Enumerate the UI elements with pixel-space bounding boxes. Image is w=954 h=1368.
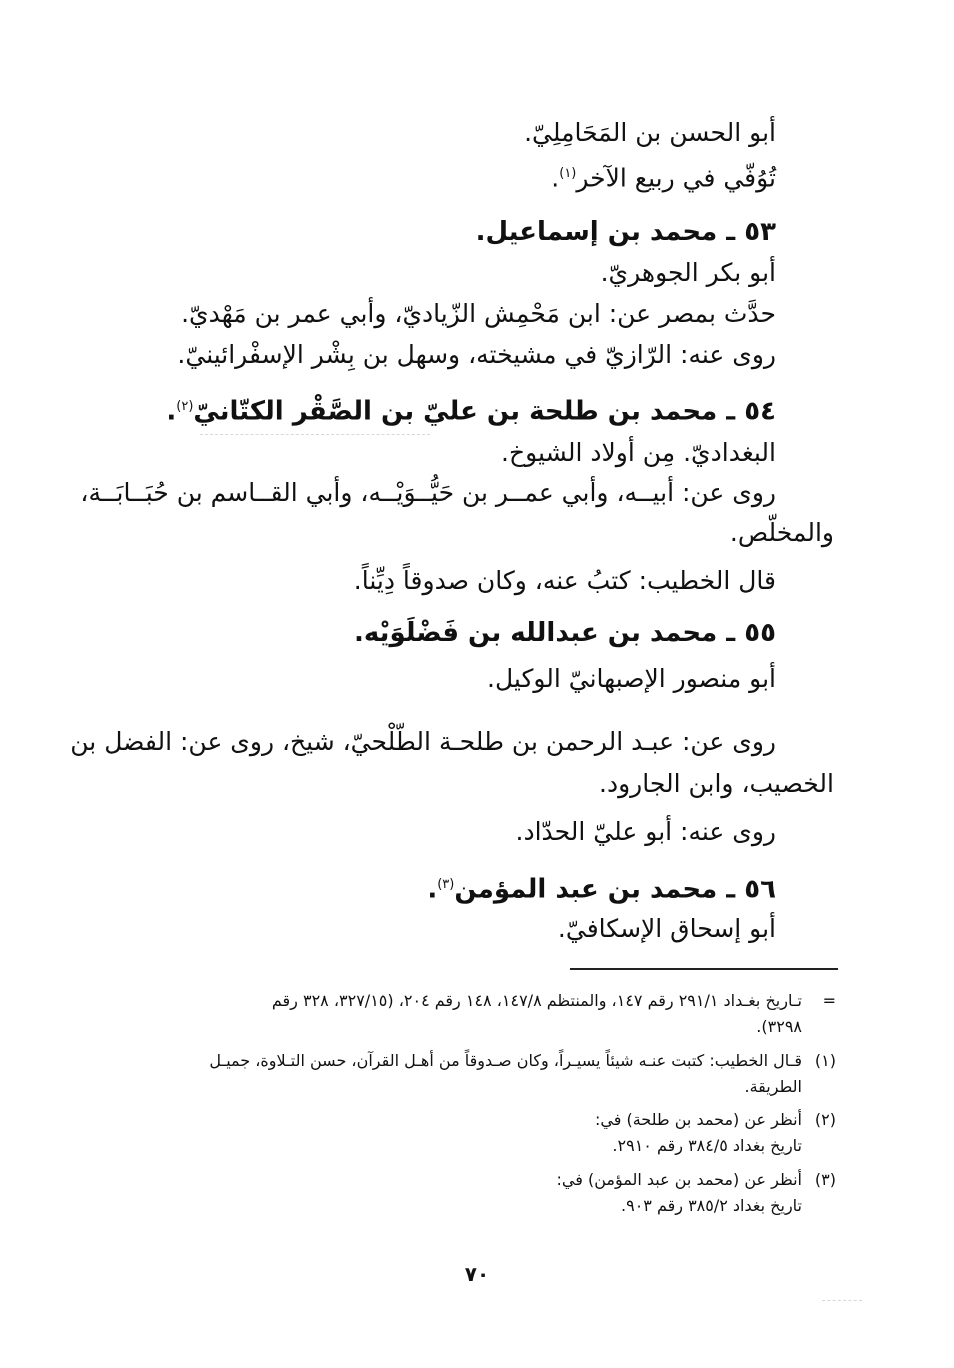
body-line-5: حدَّث بمصر عن: ابن مَحْمِش الزّياديّ، وأبي عمر بن مَهْديّ.: [181, 299, 776, 328]
footnote-3-line-2: تاريخ بغداد ٣٨٥/٢ رقم ٩٠٣.: [621, 1196, 802, 1215]
body-line-8: البغداديّ. مِن أولاد الشيوخ.: [501, 438, 776, 467]
footnote-separator: [570, 968, 838, 970]
footnote-3-marker: (٣): [814, 1170, 836, 1189]
body-line-2: [551, 155, 776, 197]
body-line-4: أبو بكر الجوهريّ.: [600, 258, 776, 287]
entry-heading-53: ٥٣ ـ محمد بن إسماعيل.: [475, 217, 776, 247]
body-line-6: روى عنه: الرّازيّ في مشيخته، وسهل بن بِشْر الإسفْرائينيّ.: [177, 340, 776, 369]
footnote-2-line-2: تاريخ بغداد ٣٨٤/٥ رقم ٢٩١٠.: [612, 1136, 802, 1155]
body-line-11: قال الخطيب: كتبُ عنه، وكان صدوقاً دِيِّناً.: [353, 566, 776, 595]
footnote-continuation-line-1: تـاريخ بغـداد ٢٩١/١ رقم ١٤٧، والمنتظم ١٤٧/٨، ١٤٨ رقم ٢٠٤، (٣٢٧/١٥، ٣٢٨ رقم: [271, 991, 802, 1010]
body-line-10: والمخلّص.: [729, 518, 834, 547]
footnote-continuation-marker: =: [822, 991, 836, 1010]
entry-heading-55: ٥٥ ـ محمد بن عبدالله بن فَضْلَوَيْه.: [354, 618, 776, 648]
footnote-2-marker: (٢): [814, 1110, 836, 1129]
footnote-1-line-1: قـال الخطيب: كتبت عنـه شيئاً يسيـراً، وكان صـدوقاً من أهـل القرآن، حسن التـلاوة، جميـل: [209, 1051, 802, 1070]
body-line-2-text: تُوُفّي في ربيع الآخر: [576, 163, 776, 193]
footnote-2-line-1: أنظر عن (محمد بن طلحة) في:: [595, 1110, 802, 1129]
entry-heading-56: [427, 866, 776, 909]
footnote-1-marker: (١): [814, 1051, 836, 1070]
body-line-14: روى عن: عبـد الرحمن بن طلحـة الطّلْحيّ، شيخ، روى عن: الفضل بن: [70, 727, 776, 756]
entry-heading-54: [166, 388, 776, 431]
entry-heading-54-text: ٥٤ ـ محمد بن طلحة بن عليّ بن الصَّقْر الكتّانيّ: [193, 396, 776, 427]
entry-heading-56-text: ٥٦ ـ محمد بن عبد المؤمن: [454, 874, 776, 905]
body-line-9: روى عن: أبيــه، وأبي عمــر بن حَيُّــوَيْــه، وأبي القــاسم بن حُبَــابَــة،: [80, 478, 776, 507]
footnote-ref-2: (٢): [176, 399, 194, 414]
footnote-continuation-line-2: ٣٢٩٨).: [756, 1017, 802, 1036]
body-line-2-period: .: [551, 163, 560, 193]
footnote-ref-3: (٣): [437, 877, 455, 892]
body-line-16: روى عنه: أبو عليّ الحدّاد.: [515, 817, 776, 846]
faint-mark-bottom: [822, 1300, 862, 1301]
footnote-3-line-1: أنظر عن (محمد بن عبد المؤمن) في:: [556, 1170, 802, 1189]
body-line-18: أبو إسحاق الإسكافيّ.: [557, 914, 776, 943]
faint-divider: [200, 434, 430, 435]
entry-heading-56-period: .: [427, 874, 438, 905]
footnote-1-line-2: الطريقة.: [744, 1077, 802, 1096]
body-line-13: أبو منصور الإصبهانيّ الوكيل.: [487, 664, 776, 693]
footnote-ref-1: (١): [559, 166, 577, 181]
entry-heading-54-period: .: [166, 396, 177, 427]
body-line-1: أبو الحسن بن المَحَامِلِيّ.: [524, 118, 776, 147]
body-line-15: الخصيب، وابن الجارود.: [599, 769, 834, 798]
page-number: ٧٠: [464, 1262, 490, 1286]
